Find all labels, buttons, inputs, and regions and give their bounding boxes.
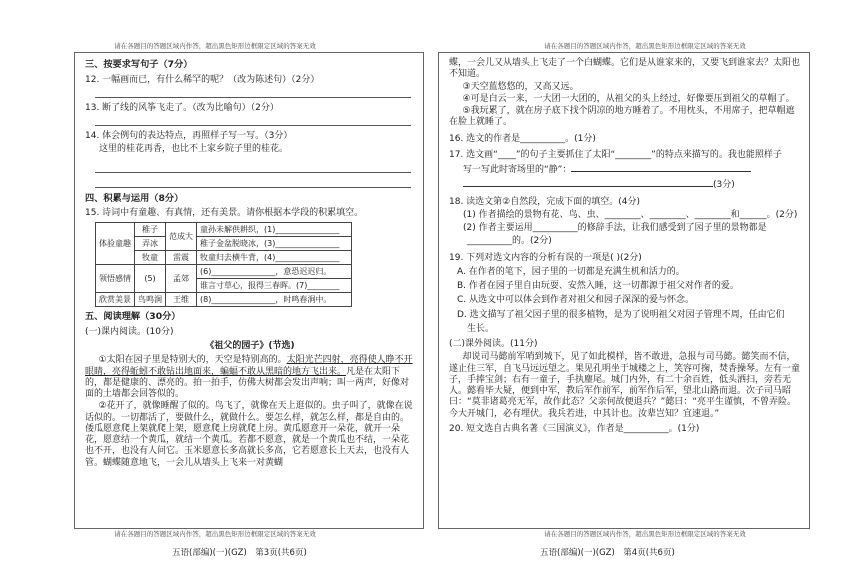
- passage-paragraph-2: ②花开了，就像睡醒了似的。鸟飞了，就像在天上逛似的。虫子叫了，就像在说话似的。一切都活了，要做什么，就做什么。要怎么样，就怎么样，都是自由的。倭瓜愿意爬上架就爬上架，愿意爬上房就爬上房。黄瓜愿意开一朵花，就开一朵花，愿意结一个黄瓜，就结一个黄瓜。若都不愿意，就是一个黄瓜也不结，一朵花也不开，也没有人问它。玉米愿意长多高就长多高，它若愿意长上天去，也没有人管。蝴蝶随意地飞，一会儿从墙头上飞来一对黄蝴: [85, 401, 413, 468]
- passage-paragraph-2-cont: 蝶，一会儿又从墙头上飞走了一个白蝴蝶。它们是从谁家来的，又要飞到谁家去？太阳也不知道。: [449, 58, 801, 80]
- question-17-line3: (3分): [449, 178, 801, 191]
- option-b[interactable]: B. 作者在园子里自由玩耍、安然入睡，这一切都源于祖父对作者的爱。: [457, 281, 739, 291]
- table-cell: 领悟感情: [96, 265, 135, 293]
- question-18-part-1: (1) 作者描绘的景物有花、鸟、虫、________、________、________和______。(2分): [463, 209, 798, 220]
- extracurricular-passage: 却说司马懿前军哨到城下，见了如此模样，皆不敢进，急报与司马懿。懿笑而不信，遂止住三军，自飞马远远望之。果见孔明坐于城楼之上，笑容可掬，焚香操琴。左有一童子，手捧宝剑；右有一童子，手执麈尾。城门内外，有二十余百姓，低头洒扫，旁若无人。懿看毕大疑，便到中军，教后军作前军，前军作后军，望北山路而退。次子司马昭曰：“莫非诸葛亮无军，故作此态？父亲何故便退兵？”懿曰：“亮平生谨慎，不曾弄险。今大开城门，必有埋伏。我兵若进，中其计也。汝辈岂知？宜速退。”: [449, 352, 801, 419]
- question-18-part-2: (2) 作者主要运用__________的修辞手法，让我们感受到了园子里的景物都是: [463, 223, 767, 233]
- passage-paragraph-5: ⑤我玩累了，就在房子底下找个阴凉的地方睡着了。不用枕头，不用席子，把草帽遮在脸上就睡了。: [449, 106, 795, 128]
- answer-line[interactable]: [95, 163, 411, 173]
- section-5-heading: 五、阅读理解（30分）: [85, 311, 181, 323]
- answer-line[interactable]: [95, 178, 411, 188]
- question-12: 12. 一幅画而已，有什么稀罕的呢？（改为陈述句）（2分）: [85, 74, 320, 85]
- question-18: 18. 读选文第②自然段，完成下面的填空。(4分): [449, 196, 640, 207]
- table-cell: 体验童趣: [96, 223, 135, 265]
- poetry-table: [95, 222, 352, 307]
- table-cell[interactable]: 谁言寸草心，报得三春晖。(7)________: [197, 279, 352, 293]
- table-cell[interactable]: (6)________________，意恐迟迟归。: [197, 265, 352, 279]
- table-cell: 雷震: [166, 251, 197, 265]
- table-cell: 牧童: [135, 251, 166, 265]
- answer-frame: [74, 52, 424, 529]
- question-14-example: 这里的桂花再香，也比不上家乡院子里的桂花。: [99, 144, 289, 155]
- passage-paragraph-3: ③天空蓝悠悠的，又高又远。: [462, 81, 579, 92]
- table-cell[interactable]: 稚子金盆脱晓冰，(3)________________: [197, 237, 352, 251]
- header-notice: 请在各题目的答题区域内作答，超出黑色矩形边框限定区域的答案无效: [544, 42, 746, 50]
- answer-line[interactable]: [95, 116, 411, 126]
- question-17-line2: 写一写此时寄场里的“静”：: [449, 163, 801, 176]
- table-cell[interactable]: 童孙未解供耕织，(1)________________: [197, 223, 352, 237]
- question-14: 14. 体会例句的表达特点，再照样子写一写。（3分）: [85, 131, 293, 141]
- answer-blank[interactable]: [463, 178, 713, 187]
- passage-paragraph-1: ①太阳在园子里是特别大的，天空是特别高的。太阳光芒四射，亮得使人睁不开眼睛，亮得蚯蚓不敢钻出地面来，蝙蝠不敢从黑暗的地方飞出来。凡是在太阳下的，都是健康的、漂亮的。拍一拍手，仿佛大树都会发出声响；叫一两声，好像对面的土墙都会回答似的。: [85, 355, 413, 399]
- question-15: 15. 诗词中有童趣、有真情，还有美景。请你根据本学段的积累填空。: [85, 208, 364, 218]
- table-cell: 孟郊: [166, 265, 197, 293]
- section-3-heading: 三、按要求写句子（7分）: [85, 59, 193, 70]
- table-cell: 范成大: [166, 223, 197, 251]
- table-cell: 鸟鸣涧: [135, 293, 166, 307]
- option-c[interactable]: C. 从选文中可以体会到作者对祖父和园子深深的爱与怀念。: [457, 295, 695, 306]
- question-13: 13. 断了线的风筝飞走了。（改为比喻句）（2分）: [85, 102, 279, 113]
- passage-paragraph-4: ④可是白云一来，一大团一大团的，从祖父的头上经过，好像要压到祖父的草帽了。: [462, 93, 795, 104]
- table-cell[interactable]: (5): [135, 265, 166, 293]
- table-cell: 王维: [166, 293, 197, 307]
- option-a[interactable]: A. 在作者的笔下，园子里的一切都是充满生机和活力的。: [457, 266, 685, 277]
- subsection-1-heading: (一)课内阅读。(10分): [85, 326, 174, 337]
- footer-notice: 请在各题目的答题区域内作答，超出黑色矩形边框限定区域的答案无效: [114, 530, 316, 538]
- page-footer: 五语(部编)(一)(GZ) 第4页(共6页): [540, 548, 675, 558]
- section-4-heading: 四、积累与运用（8分）: [85, 192, 184, 204]
- option-d-cont: 生长。: [467, 323, 495, 334]
- question-20: 20. 短文选自古典名著《三国演义》，作者是__________。(1分): [449, 423, 700, 434]
- question-16: 16. 选文的作者是__________。(1分): [449, 133, 596, 144]
- answer-blank[interactable]: [571, 163, 751, 172]
- question-19: 19. 下列对选文内容的分析有误的一项是( )(2分): [449, 252, 642, 263]
- footer-notice: 请在各题目的答题区域内作答，超出黑色矩形边框限定区域的答案无效: [544, 530, 746, 538]
- page-4: [430, 0, 860, 588]
- table-cell[interactable]: (8)________________，时鸣春涧中。: [197, 293, 352, 307]
- question-18-part-2-cont: __________的。(2分): [467, 236, 552, 247]
- page-footer: 五语(部编)(一)(GZ) 第3页(共6页): [172, 548, 307, 558]
- table-cell: 稚子: [135, 223, 166, 237]
- answer-frame: [438, 52, 810, 529]
- option-d[interactable]: D. 选文描写了祖父园子里的很多植物，是为了说明祖父对园子管理不周，任由它们: [457, 309, 785, 320]
- passage-title: 《祖父的园子》(节选): [205, 341, 295, 351]
- table-cell[interactable]: 牧童归去横牛背，(4)________________: [197, 251, 352, 265]
- header-notice: 请在各题目的答题区域内作答，超出黑色矩形边框限定区域的答案无效: [114, 42, 316, 50]
- table-cell: 弄冰: [135, 237, 166, 251]
- underlined-sentence: 太阳光芒四射，亮得使人睁不开眼睛，亮得蚯蚓不敢钻出地面来，蝙蝠不敢从黑暗的地方飞出来。: [85, 355, 413, 377]
- table-cell: 欣赏美景: [96, 293, 135, 307]
- subsection-2-heading: (二)课外阅读。(11分): [449, 339, 538, 349]
- answer-line[interactable]: [95, 88, 411, 98]
- question-17: 17. 选文画“____”的句子主要抓住了太阳“________”的特点来描写的。我也能照样子: [449, 149, 782, 160]
